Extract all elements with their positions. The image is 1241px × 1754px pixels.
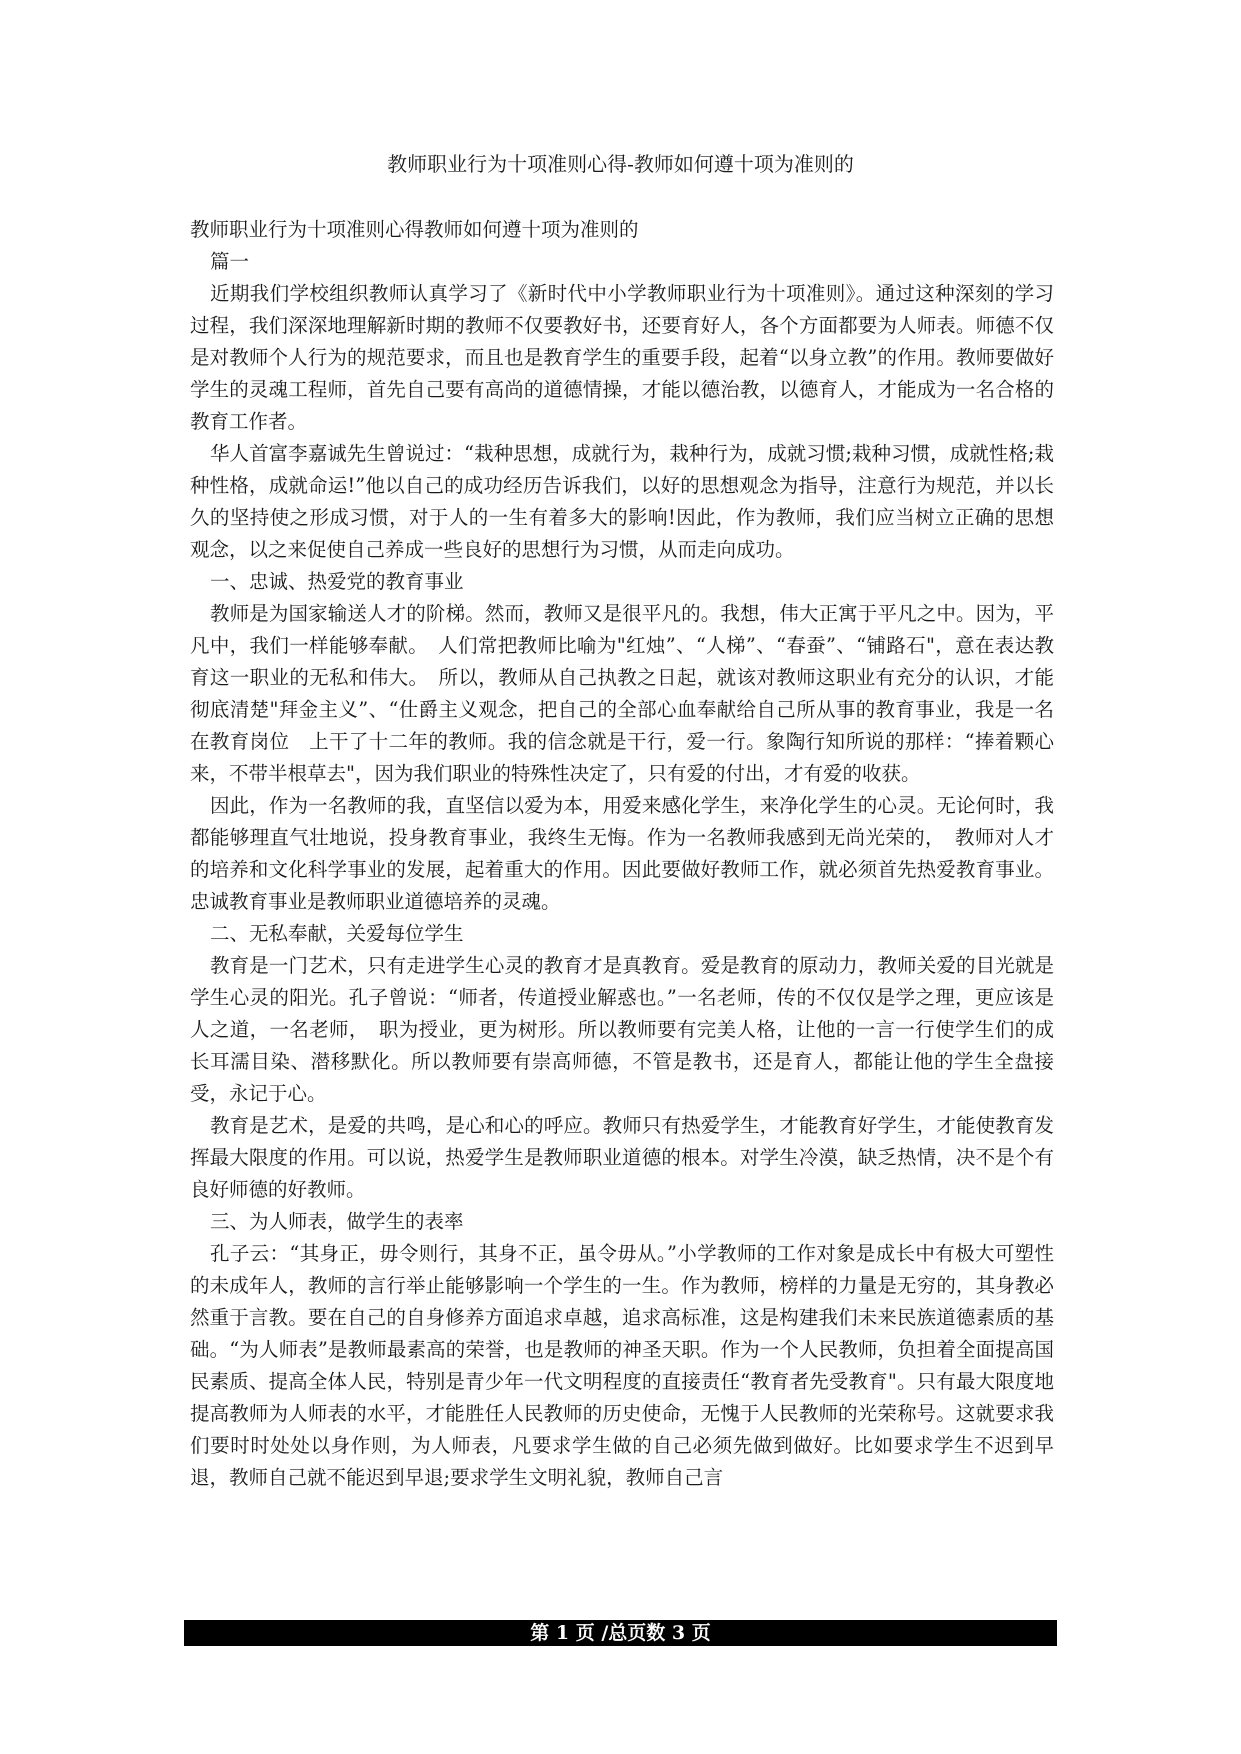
paragraph: 孔子云：“其身正，毋令则行，其身不正，虽令毋从。”小学教师的工作对象是成长中有极大可塑性的未成年人，教师的言行举止能够影响一个学生的一生。作为教师，榜样的力量是无穷的，其身教必然重于言教。要在自己的自身修养方面追求卓越，追求高标准，这是构建我们未来民族道德素质的基础。“为人师表”是教师最素高的荣誉，也是教师的神圣天职。作为一个人民教师，负担着全面提高国民素质、提高全体人民，特别是青少年一代文明程度的直接责任“教育者先受教育"。只有最大限度地提高教师为人师表的水平，才能胜任人民教师的历史使命，无愧于人民教师的光荣称号。这就要求我们要时时处处以身作则，为人师表，凡要求学生做的自己必须先做到做好。比如要求学生不迟到早退，教师自己就不能迟到早退;要求学生文明礼貌，教师自己言 <box>190 1242 1054 1489</box>
paragraph: 因此，作为一名教师的我，直坚信以爱为本，用爱来感化学生，来净化学生的心灵。无论何时，我都能够理直气壮地说，投身教育事业，我终生无悔。作为一名教师我感到无尚光荣的， 教师对人才的培养和文化科学事业的发展，起着重大的作用。因此要做好教师工作，就必须首先热爱教育事业。忠诚教育事业是教师职业道德培养的灵魂。 <box>190 794 1054 913</box>
paragraph: 华人首富李嘉诚先生曾说过：“栽种思想，成就行为，栽种行为，成就习惯;栽种习惯，成就性格;栽种性格，成就命运!”他以自己的成功经历告诉我们，以好的思想观念为指导，注意行为规范，并以长久的坚持使之形成习惯，对于人的一生有着多大的影响!因此，作为教师，我们应当树立正确的思想观念，以之来促使自己养成一些良好的思想行为习惯，从而走向成功。 <box>190 442 1054 561</box>
document-title: 教师职业行为十项准则心得-教师如何遵十项为准则的 <box>387 152 854 176</box>
section-heading: 三、为人师表，做学生的表率 <box>210 1210 464 1233</box>
paragraph: 近期我们学校组织教师认真学习了《新时代中小学教师职业行为十项准则》。通过这种深刻的学习过程，我们深深地理解新时期的教师不仅要教好书，还要育好人，各个方面都要为人师表。师德不仅是对教师个人行为的规范要求，而且也是教育学生的重要手段，起着“以身立教”的作用。教师要做好学生的灵魂工程师，首先自己要有高尚的道德情操，才能以德治教，以德育人，才能成为一名合格的教育工作者。 <box>190 282 1054 433</box>
section-heading: 一、忠诚、热爱党的教育事业 <box>210 570 464 593</box>
paragraph: 教育是一门艺术，只有走进学生心灵的教育才是真教育。爱是教育的原动力，教师关爱的目光就是学生心灵的阳光。孔子曾说：“师者，传道授业解惑也。”一名老师，传的不仅仅是学之理，更应该是人之道，一名老师， 职为授业，更为树形。所以教师要有完美人格，让他的一言一行使学生们的成长耳濡目染、潜移默化。所以教师要有崇高师德，不管是教书，还是育人，都能让他的学生全盘接受，永记于心。 <box>190 954 1054 1105</box>
document-body <box>190 214 1054 1494</box>
document-subtitle: 教师职业行为十项准则心得教师如何遵十项为准则的 <box>190 218 639 241</box>
section-label: 篇一 <box>210 250 250 273</box>
page-footer: 第 1 页 /总页数 3 页 <box>184 1620 1057 1646</box>
paragraph: 教师是为国家输送人才的阶梯。然而，教师又是很平凡的。我想，伟大正寓于平凡之中。因为，平凡中，我们一样能够奉献。 人们常把教师比喻为"红烛”、“人梯”、“春蚕”、“铺路石"，意在表达教育这一职业的无私和伟大。 所以，教师从自己执教之日起，就该对教师这职业有充分的认识，才能彻底清楚"拜金主义”、“仕爵主义观念，把自己的全部心血奉献给自己所从事的教育事业，我是一名在教育岗位 上干了十二年的教师。我的信念就是干行，爱一行。象陶行知所说的那样：“捧着颗心来，不带半根草去"，因为我们职业的特殊性决定了，只有爱的付出，才有爱的收获。 <box>190 602 1054 785</box>
section-heading: 二、无私奉献，关爱每位学生 <box>210 922 464 945</box>
paragraph: 教育是艺术，是爱的共鸣，是心和心的呼应。教师只有热爱学生，才能教育好学生，才能使教育发挥最大限度的作用。可以说，热爱学生是教师职业道德的根本。对学生冷漠，缺乏热情，决不是个有良好师德的好教师。 <box>190 1114 1054 1201</box>
